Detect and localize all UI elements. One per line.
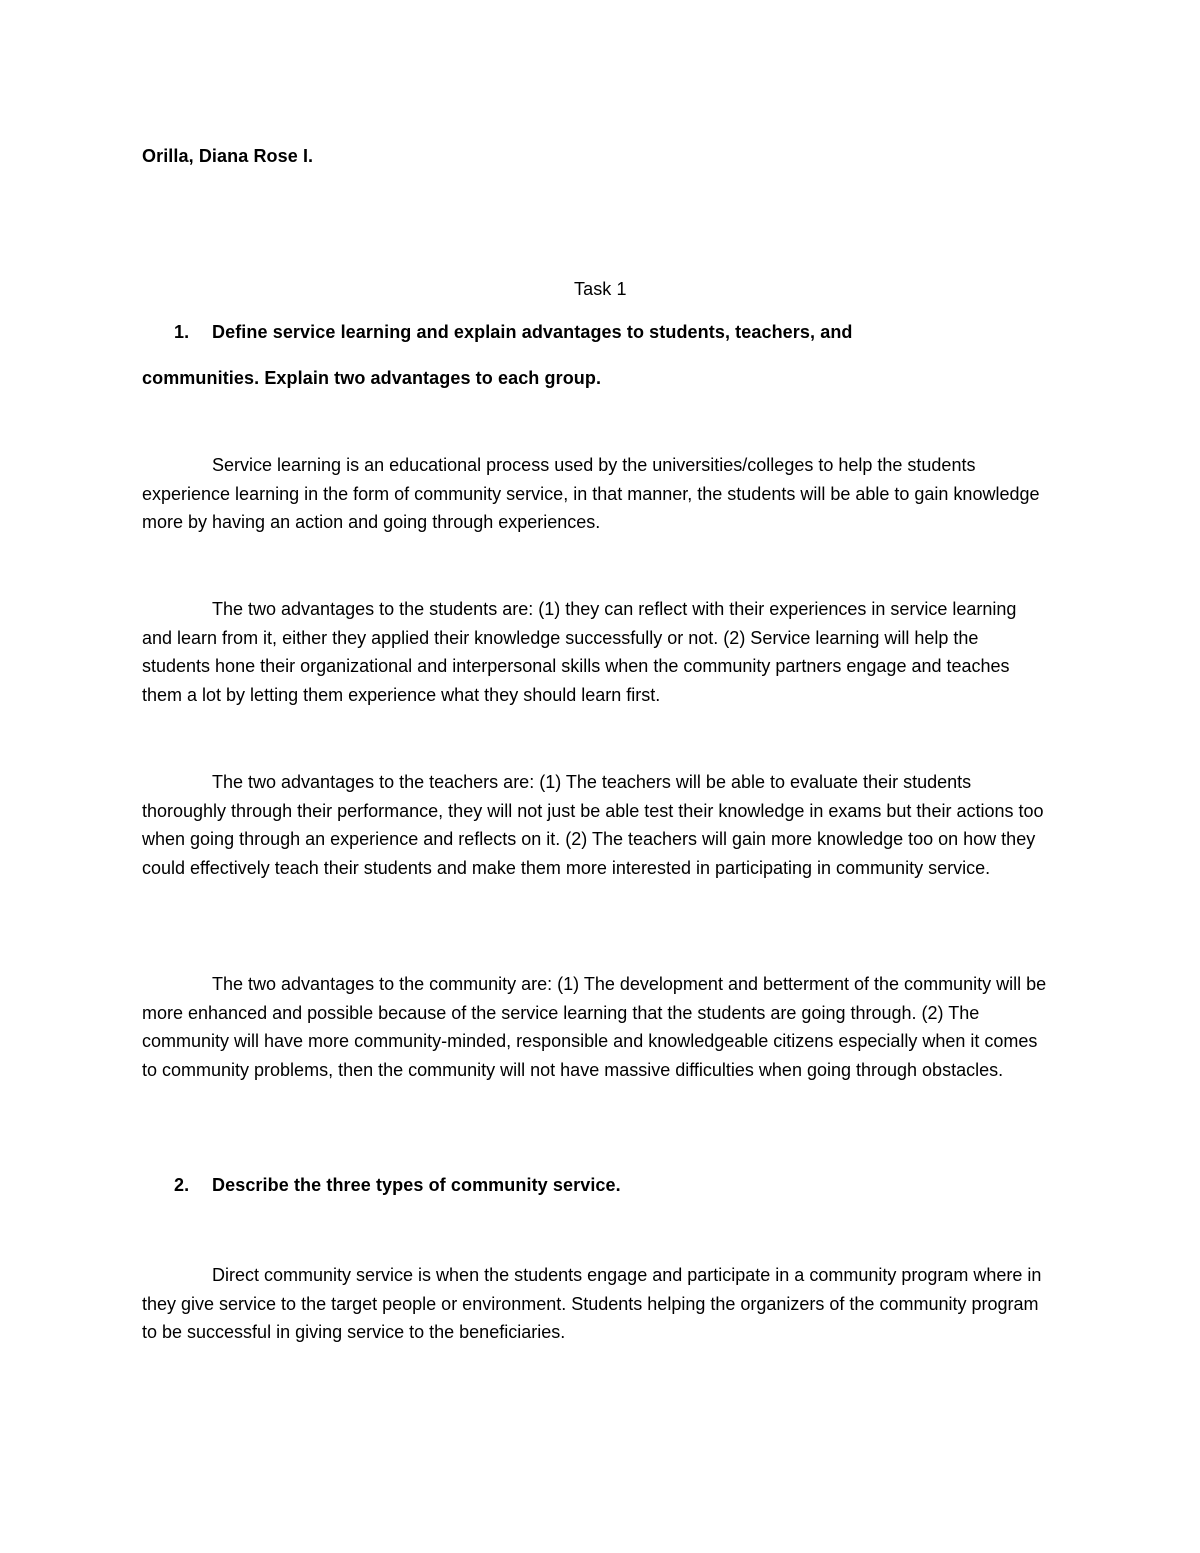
question-1-number: 1. (174, 322, 190, 342)
paragraph-community-advantages: The two advantages to the community are: (1) The development and betterment of the community will be more enhanced and possible because of the service learning that the students are going through. (2) The community will have more community-minded, responsible and knowledgeable citizens especially when it comes to community problems, then the community will not have massive difficulties when going through obstacles. (142, 974, 1047, 1081)
question-2-number: 2. (174, 1175, 190, 1195)
task-title: Task 1 (574, 279, 627, 299)
paragraph-student-advantages: The two advantages to the students are: (1) they can reflect with their experiences in service learning and learn from it, either they applied their knowledge successfully or not. (2) Service learning will help the students hone their organizational and interpersonal skills when the community partners engage and teaches them a lot by letting them experience what they should learn first. (142, 599, 1017, 706)
question-2-text: Describe the three types of community service. (212, 1175, 621, 1195)
question-1-text: Define service learning and explain advantages to students, teachers, and (212, 322, 853, 342)
paragraph-definition: Service learning is an educational process used by the universities/colleges to help the students experience learning in the form of community service, in that manner, the students will be able to gain knowledge more by having an action and going through experiences. (142, 455, 1040, 533)
paragraph-teacher-advantages: The two advantages to the teachers are: (1) The teachers will be able to evaluate their students thoroughly through their performance, they will not just be able test their knowledge in exams but their actions too when going through an experience and reflects on it. (2) The teachers will gain more knowledge too on how they could effectively teach their students and make them more interested in participating in community service. (142, 772, 1044, 879)
paragraph-direct-service: Direct community service is when the students engage and participate in a community program where in they give service to the target people or environment. Students helping the organizers of the community program to be successful in giving service to the beneficiaries. (142, 1265, 1042, 1343)
author-name: Orilla, Diana Rose I. (142, 146, 314, 166)
question-1-text-continued: communities. Explain two advantages to each group. (142, 368, 602, 388)
